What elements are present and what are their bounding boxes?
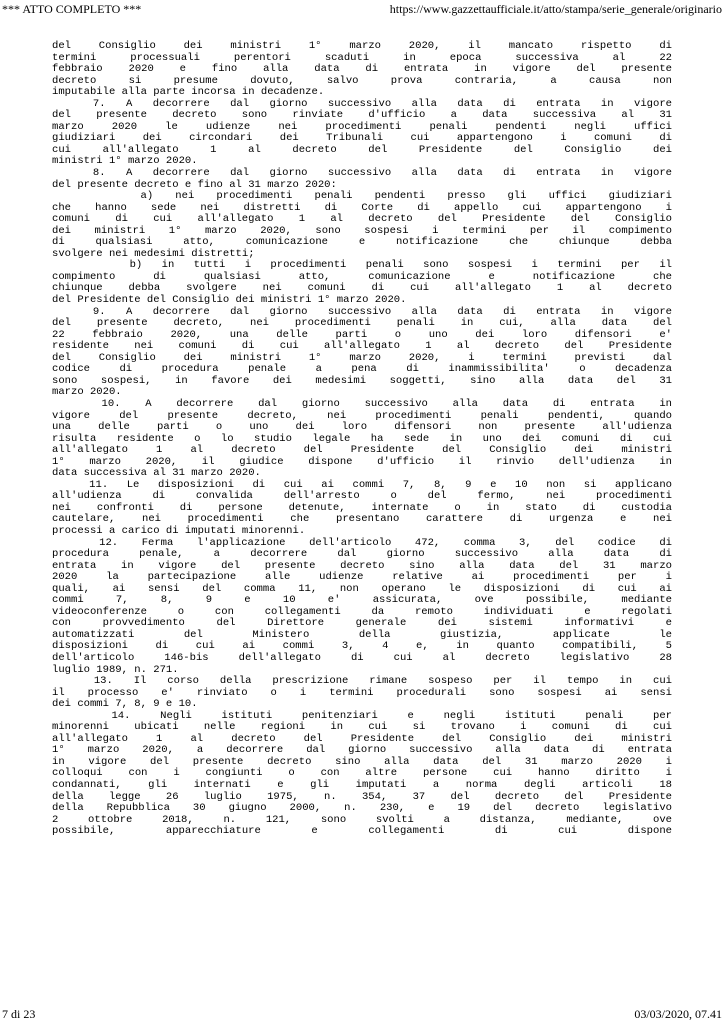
text-line: in vigore del presente decreto sino alla data del 31 marzo 2020 i <box>52 755 672 768</box>
text-line: processi a carico di imputati minorenni. <box>52 524 306 537</box>
text-line: 1° marzo 2020, a decorrere dal giorno successivo alla data di entrata <box>52 744 672 757</box>
text-line: dell'articolo 146-bis dell'allegato di cui al decreto legislativo 28 <box>52 651 672 664</box>
text-line: entrata in vigore del presente decreto sino alla data del 31 marzo <box>52 559 672 572</box>
text-line: del Consiglio dei ministri 1° marzo 2020, i termini previsti dal <box>52 351 672 364</box>
text-line: svolgere nei medesimi distretti; <box>52 247 255 260</box>
text-line: del presente decreto, nei procedimenti penali in cui, alla data del <box>52 317 672 330</box>
text-line: dei commi 7, 8, 9 e 10. <box>52 698 198 711</box>
print-header-title: *** ATTO COMPLETO *** <box>2 2 142 16</box>
text-line: a) nei procedimenti penali pendenti presso gli uffici giudiziari <box>52 190 672 203</box>
text-line: luglio 1989, n. 271. <box>52 663 179 676</box>
text-line: all'udienza di convalida dell'arresto o del fermo, nei procedimenti <box>52 490 672 503</box>
text-line: della Repubblica 30 giugno 2000, n. 230, e 19 del decreto legislativo <box>52 802 672 815</box>
text-line: 2020 la partecipazione alle udienze relative ai procedimenti per i <box>52 571 672 584</box>
text-line: del presente decreto sono rinviate d'ufficio a data successiva al 31 <box>52 109 672 122</box>
text-line: marzo 2020. <box>52 386 122 399</box>
text-line: una delle parti o uno dei loro difensori non presente all'udienza <box>52 421 672 434</box>
text-line: quali, ai sensi del comma 11, non operano le disposizioni di cui ai <box>52 582 672 595</box>
text-line: 13. Il corso della prescrizione rimane sospeso per il tempo in cui <box>52 675 672 688</box>
text-line: cui all'allegato 1 al decreto del Presidente del Consiglio dei <box>52 143 672 156</box>
text-line: nei confronti di persone detenute, internate o in stato di custodia <box>52 501 672 514</box>
text-line: del Consiglio dei ministri 1° marzo 2020, il mancato rispetto di <box>52 40 672 52</box>
text-line: minorenni ubicati nelle regioni in cui si trovano i comuni di cui <box>52 721 672 734</box>
print-timestamp: 03/03/2020, 07.41 <box>634 1007 722 1021</box>
text-line: 9. A decorrere dal giorno successivo alla data di entrata in vigore <box>52 305 672 318</box>
text-line: del presente decreto e fino al 31 marzo 2020: <box>52 178 337 191</box>
text-line: dei ministri 1° marzo 2020, sono sospesi i termini per il compimento <box>52 224 672 237</box>
text-line: cautelare, nei procedimenti che presentano carattere di urgenza e nei <box>52 513 672 526</box>
text-line: che hanno sede nei distretti di Corte di appello cui appartengono i <box>52 201 672 214</box>
text-line: codice di procedura penale a pena di inammissibilita' o decadenza <box>52 363 672 376</box>
text-line: imputabile alla parte incorsa in decadenze. <box>52 86 325 99</box>
text-line: con provvedimento del Direttore generale dei sistemi informativi e <box>52 617 672 630</box>
text-line: decreto si presume dovuto, salvo prova contraria, a causa non <box>52 74 672 87</box>
text-line: febbraio 2020 e fino alla data di entrata in vigore del presente <box>52 63 672 76</box>
text-line: di qualsiasi atto, comunicazione e notificazione che chiunque debba <box>52 236 672 249</box>
text-line: comuni di cui all'allegato 1 al decreto del Presidente del Consiglio <box>52 213 672 226</box>
text-line: compimento di qualsiasi atto, comunicazione e notificazione che <box>52 270 672 283</box>
text-line: possibile, apparecchiature e collegamenti di cui dispone <box>52 825 672 838</box>
text-line: 8. A decorrere dal giorno successivo alla data di entrata in vigore <box>52 167 672 180</box>
text-line: del Presidente del Consiglio dei ministri 1° marzo 2020. <box>52 294 407 307</box>
text-line: 11. Le disposizioni di cui ai commi 7, 8, 9 e 10 non si applicano <box>52 478 672 491</box>
text-line: termini processuali perentori scaduti in epoca successiva al 22 <box>52 51 672 64</box>
text-line: 22 febbraio 2020, una delle parti o uno dei loro difensori e' <box>52 328 672 341</box>
text-line: il processo e' rinviato o i termini procedurali sono sospesi ai sensi <box>52 686 672 699</box>
text-line: disposizioni di cui ai commi 3, 4 e, in quanto compatibili, 5 <box>52 640 672 653</box>
text-line: risulta residente o lo studio legale ha sede in uno dei comuni di cui <box>52 432 672 445</box>
text-line: 1° marzo 2020, il giudice dispone d'ufficio il rinvio dell'udienza in <box>52 455 672 468</box>
text-line: 14. Negli istituti penitenziari e negli istituti penali per <box>52 709 672 722</box>
text-line: automatizzati del Ministero della giustizia, applicate le <box>52 628 672 641</box>
text-line: 10. A decorrere dal giorno successivo alla data di entrata in <box>52 397 672 410</box>
text-line: condannati, gli internati e gli imputati a norma degli articoli 18 <box>52 779 672 791</box>
text-line: procedura penale, a decorrere dal giorno successivo alla data di <box>52 548 672 561</box>
text-line: vigore del presente decreto, nei procedimenti penali pendenti, quando <box>52 409 672 422</box>
text-line: marzo 2020 le udienze nei procedimenti penali pendenti negli uffici <box>52 120 672 133</box>
text-line: all'allegato 1 al decreto del Presidente del Consiglio dei ministri <box>52 732 672 745</box>
text-line: data successiva al 31 marzo 2020. <box>52 467 261 480</box>
document-body <box>52 41 672 838</box>
text-line: videoconferenze o con collegamenti da remoto individuati e regolati <box>52 605 672 618</box>
text-line: colloqui con i congiunti o con altre persone cui hanno diritto i <box>52 767 672 780</box>
text-line: 12. Ferma l'applicazione dell'articolo 472, comma 3, del codice di <box>52 536 672 549</box>
text-line: 2 ottobre 2018, n. 121, sono svolti a distanza, mediante, ove <box>52 813 672 826</box>
text-line: giudiziari dei circondari dei Tribunali cui appartengono i comuni di <box>52 132 672 145</box>
print-header-url: https://www.gazzettaufficiale.it/atto/stampa/serie_generale/originario <box>389 2 722 16</box>
text-line: residente nei comuni di cui all'allegato 1 al decreto del Presidente <box>52 340 672 353</box>
text-line: ministri 1° marzo 2020. <box>52 155 198 168</box>
text-line: sono sospesi, in favore dei medesimi soggetti, sino alla data del 31 <box>52 374 672 387</box>
text-line: della legge 26 luglio 1975, n. 354, 37 del decreto del Presidente <box>52 790 672 803</box>
text-line: 7. A decorrere dal giorno successivo alla data di entrata in vigore <box>52 97 672 110</box>
text-line: all'allegato 1 al decreto del Presidente del Consiglio dei ministri <box>52 444 672 457</box>
page-counter: 7 di 23 <box>2 1007 36 1021</box>
text-line: chiunque debba svolgere nei comuni di cui all'allegato 1 al decreto <box>52 282 672 295</box>
text-line: commi 7, 8, 9 e 10 e' assicurata, ove possibile, mediante <box>52 594 672 607</box>
text-line: b) in tutti i procedimenti penali sono sospesi i termini per il <box>52 259 672 272</box>
